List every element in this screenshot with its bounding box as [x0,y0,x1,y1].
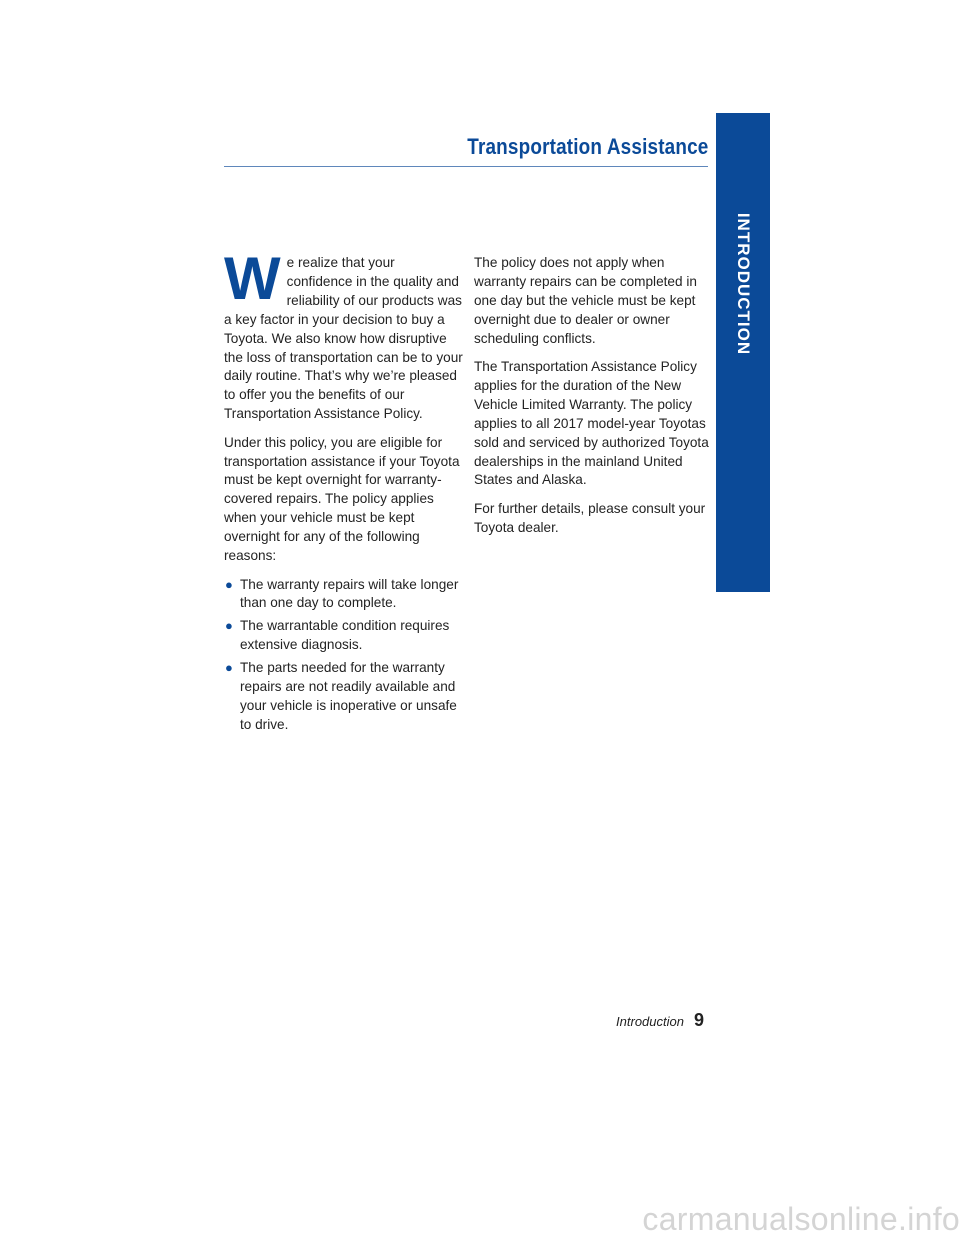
eligibility-paragraph: Under this policy, you are eligible for transportation assistance if your Toyota must be kept overnight for warranty-covered repairs. The policy applies when your vehicle must be kept overnight for any of the following reasons: [224,434,460,564]
footer-section-name: Introduction [616,1014,684,1029]
list-item-text: The parts needed for the warranty repairs are not readily available and your vehicle is inoperative or unsafe to drive. [240,660,457,732]
page-number: 9 [693,1010,704,1030]
section-side-tab [716,113,770,592]
drop-cap: W [224,245,281,312]
list-item-text: The warranty repairs will take longer than one day to complete. [240,576,459,611]
section-side-tab-label: INTRODUCTION [734,212,753,356]
body-paragraph: The policy does not apply when warranty repairs can be completed in one day but the vehicle must be kept overnight due to dealer or owner scheduling conflicts. [474,255,697,346]
intro-text: e realize that your confidence in the quality and reliability of our products was a key factor in your decision to buy a Toyota. We also know how disruptive the loss of transportation can be to your daily routine. That’s why we’re pleased to offer you the benefits of our Transportation Assistance Policy. [224,255,463,422]
page-footer [616,1010,704,1031]
page-title: Transportation Assistance [466,134,708,159]
list-item [224,576,464,614]
reasons-list [224,576,464,735]
intro-paragraph [224,245,464,424]
bullet-icon: ● [225,660,233,676]
body-paragraph: For further details, please consult your Toyota dealer. [474,500,706,535]
body-paragraph: The Transportation Assistance Policy applies for the duration of the New Vehicle Limited Warranty. The policy applies to all 2017 model-year Toyotas sold and serviced by authorized Toyota dealerships in the mainland United States and Alaska. [474,359,709,488]
list-item [224,617,464,655]
bullet-icon: ● [225,618,233,634]
title-divider [224,166,708,167]
list-item [224,659,464,735]
list-item-text: The warrantable condition requires extensive diagnosis. [240,618,450,653]
right-column [474,254,710,547]
watermark: carmanualsonline.info [642,1201,960,1237]
bullet-icon: ● [225,576,233,592]
left-column [224,245,464,739]
